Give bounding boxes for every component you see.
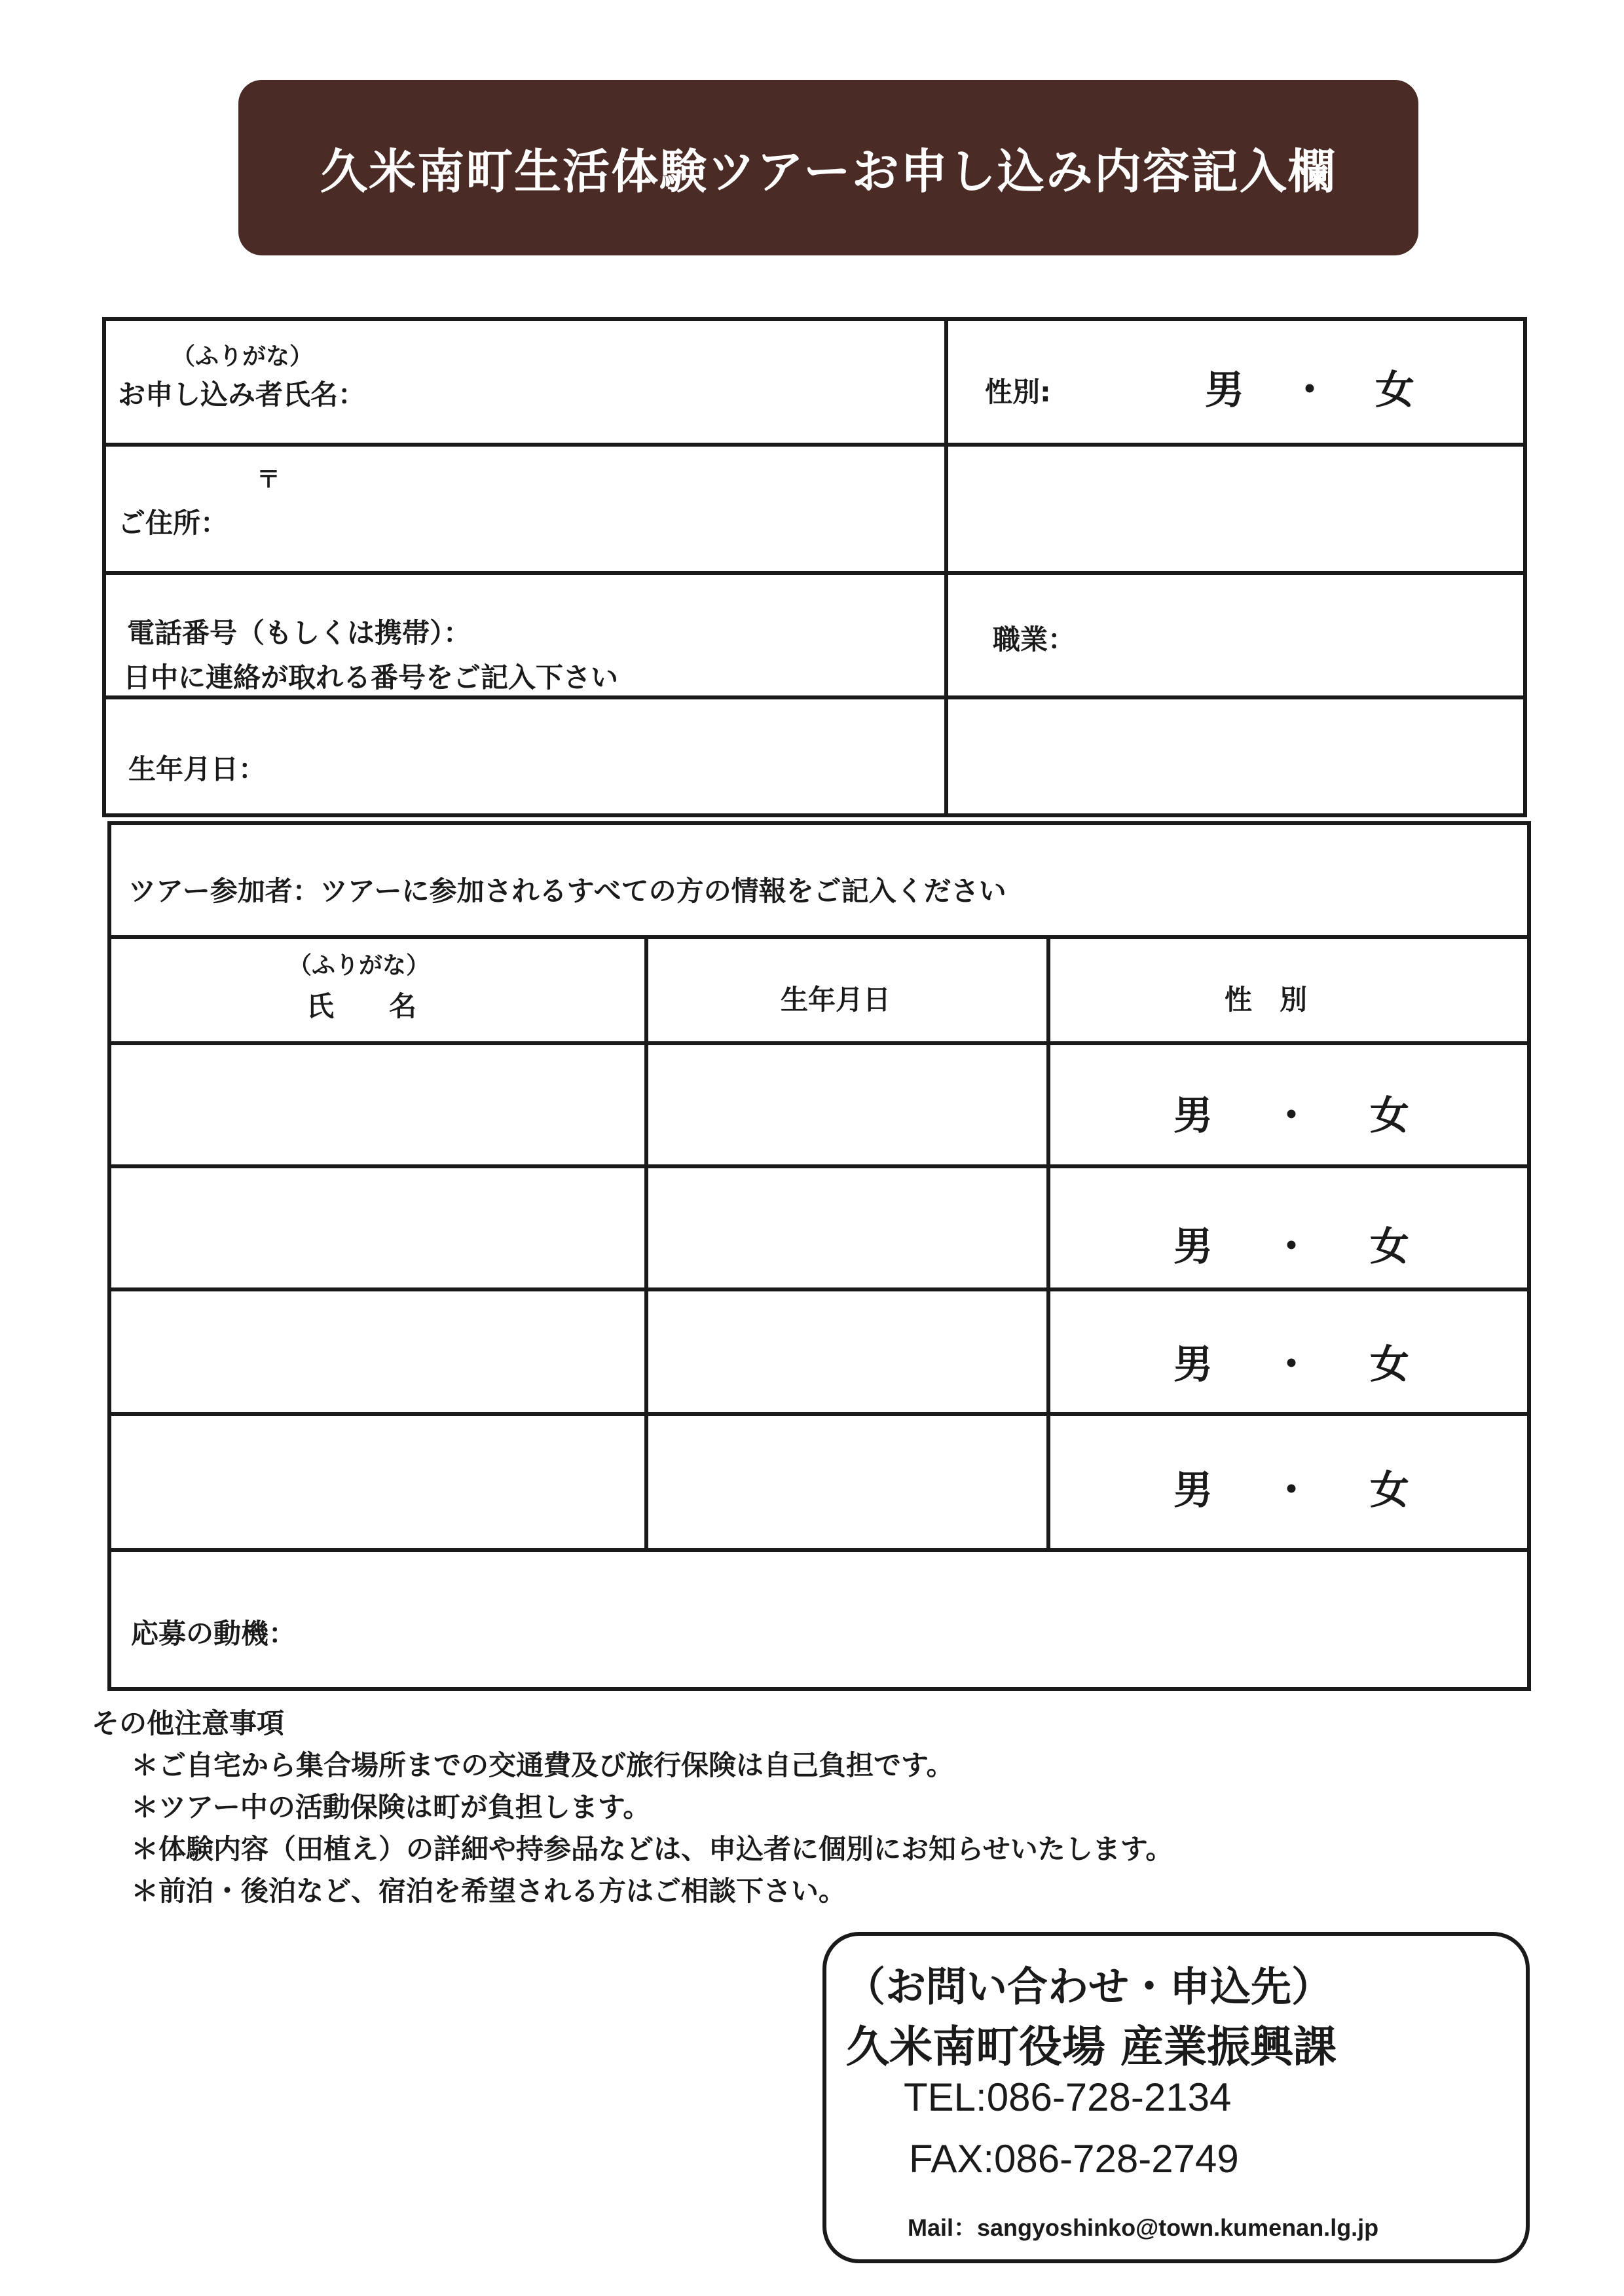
- gender-female-option[interactable]: 女: [1370, 1468, 1409, 1513]
- participant-name-field[interactable]: [115, 1294, 639, 1405]
- gender-male-option[interactable]: 男: [1173, 1468, 1213, 1513]
- gender-female-option[interactable]: 女: [1370, 1224, 1409, 1270]
- contact-heading: （お問い合わせ・申込先）: [845, 1963, 1333, 2010]
- participant-birthdate-field[interactable]: [652, 1048, 1041, 1159]
- address-label: ご住所：: [118, 507, 229, 539]
- occupation-label: 職業：: [993, 623, 1076, 656]
- row-divider: [107, 1287, 1531, 1291]
- row-divider: [102, 443, 1527, 447]
- column-birthdate-header: 生年月日: [781, 984, 891, 1016]
- contact-fax: FAX:086-728-2749: [909, 2137, 1239, 2181]
- birthdate-field[interactable]: [288, 707, 1519, 805]
- phone-label: 電話番号（もしくは携帯）：: [127, 617, 471, 649]
- participant-birthdate-field[interactable]: [652, 1171, 1041, 1282]
- birthdate-label: 生年月日：: [128, 753, 267, 785]
- form-title-banner: [238, 80, 1418, 255]
- notes-heading: その他注意事項: [92, 1707, 285, 1739]
- phone-note: 日中に連絡が取れる番号をご記入下さい: [123, 661, 619, 694]
- gender-male-option[interactable]: 男: [1173, 1342, 1213, 1388]
- postal-mark: 〒: [257, 466, 281, 493]
- column-furigana-label: （ふりがな）: [288, 952, 430, 979]
- contact-office: 久米南町役場 産業振興課: [846, 2022, 1337, 2072]
- participant-gender-choice[interactable]: [1173, 1215, 1409, 1272]
- contact-mail[interactable]: Mail：sangyoshinko@town.kumenan.lg.jp: [908, 2214, 1379, 2241]
- participant-birthdate-field[interactable]: [652, 1294, 1041, 1405]
- gender-female-option[interactable]: 女: [1370, 1093, 1409, 1139]
- contact-tel[interactable]: TEL:086-728-2134: [904, 2075, 1232, 2119]
- note-item: ＊体験内容（田植え）の詳細や持参品などは、申込者に個別にお知らせいたします。: [131, 1833, 1173, 1865]
- gender-female-option[interactable]: 女: [1375, 367, 1414, 413]
- row-divider: [107, 1164, 1531, 1168]
- gender-separator: ・: [1272, 1093, 1311, 1139]
- gender-male-option[interactable]: 男: [1205, 367, 1244, 413]
- applicant-name-field[interactable]: [511, 327, 930, 432]
- column-divider: [644, 935, 648, 1548]
- gender-separator: ・: [1272, 1468, 1311, 1513]
- participant-birthdate-field[interactable]: [652, 1418, 1041, 1543]
- note-item: ＊ツアー中の活動保険は町が負担します。: [131, 1791, 651, 1823]
- gender-separator: ・: [1290, 367, 1329, 413]
- motive-field[interactable]: [341, 1559, 1519, 1683]
- gender-separator: ・: [1272, 1342, 1311, 1388]
- gender-female-option[interactable]: 女: [1370, 1342, 1409, 1388]
- row-divider: [107, 1412, 1531, 1416]
- participants-heading: ツアー参加者：ツアーに参加されるすべての方の情報をご記入ください: [128, 875, 1006, 907]
- address-field[interactable]: [288, 458, 1519, 563]
- row-divider: [107, 1548, 1531, 1552]
- applicant-furigana-label: （ふりがな）: [172, 343, 314, 370]
- gender-male-option[interactable]: 男: [1173, 1093, 1213, 1139]
- row-divider: [102, 571, 1527, 575]
- participant-gender-choice[interactable]: [1173, 1333, 1409, 1390]
- row-divider: [102, 695, 1527, 699]
- applicant-gender-choice[interactable]: [1205, 359, 1414, 415]
- note-item: ＊前泊・後泊など、宿泊を希望される方はご相談下さい。: [131, 1875, 847, 1907]
- row-divider: [107, 1041, 1531, 1045]
- motive-label: 応募の動機：: [131, 1618, 297, 1650]
- applicant-name-label: お申し込み者氏名：: [118, 379, 366, 411]
- gender-separator: ・: [1272, 1224, 1311, 1270]
- column-gender-header: 性 別: [1225, 984, 1308, 1016]
- participant-name-field[interactable]: [115, 1418, 639, 1543]
- participant-gender-choice[interactable]: [1173, 1459, 1409, 1515]
- phone-field[interactable]: [537, 583, 930, 688]
- form-title: 久米南町生活体験ツアーお申し込み内容記入欄: [320, 144, 1337, 199]
- column-name-header: 氏 名: [306, 990, 417, 1022]
- column-divider: [1046, 935, 1050, 1548]
- gender-male-option[interactable]: 男: [1173, 1224, 1213, 1270]
- participant-name-field[interactable]: [115, 1048, 639, 1159]
- participant-name-field[interactable]: [115, 1171, 639, 1282]
- occupation-field[interactable]: [1100, 583, 1519, 688]
- note-item: ＊ご自宅から集合場所までの交通費及び旅行保険は自己負担です。: [131, 1749, 954, 1781]
- row-divider: [107, 935, 1531, 939]
- participant-gender-choice[interactable]: [1173, 1084, 1409, 1141]
- notes-section: [92, 1703, 1173, 1912]
- applicant-gender-label: 性別:: [985, 376, 1051, 408]
